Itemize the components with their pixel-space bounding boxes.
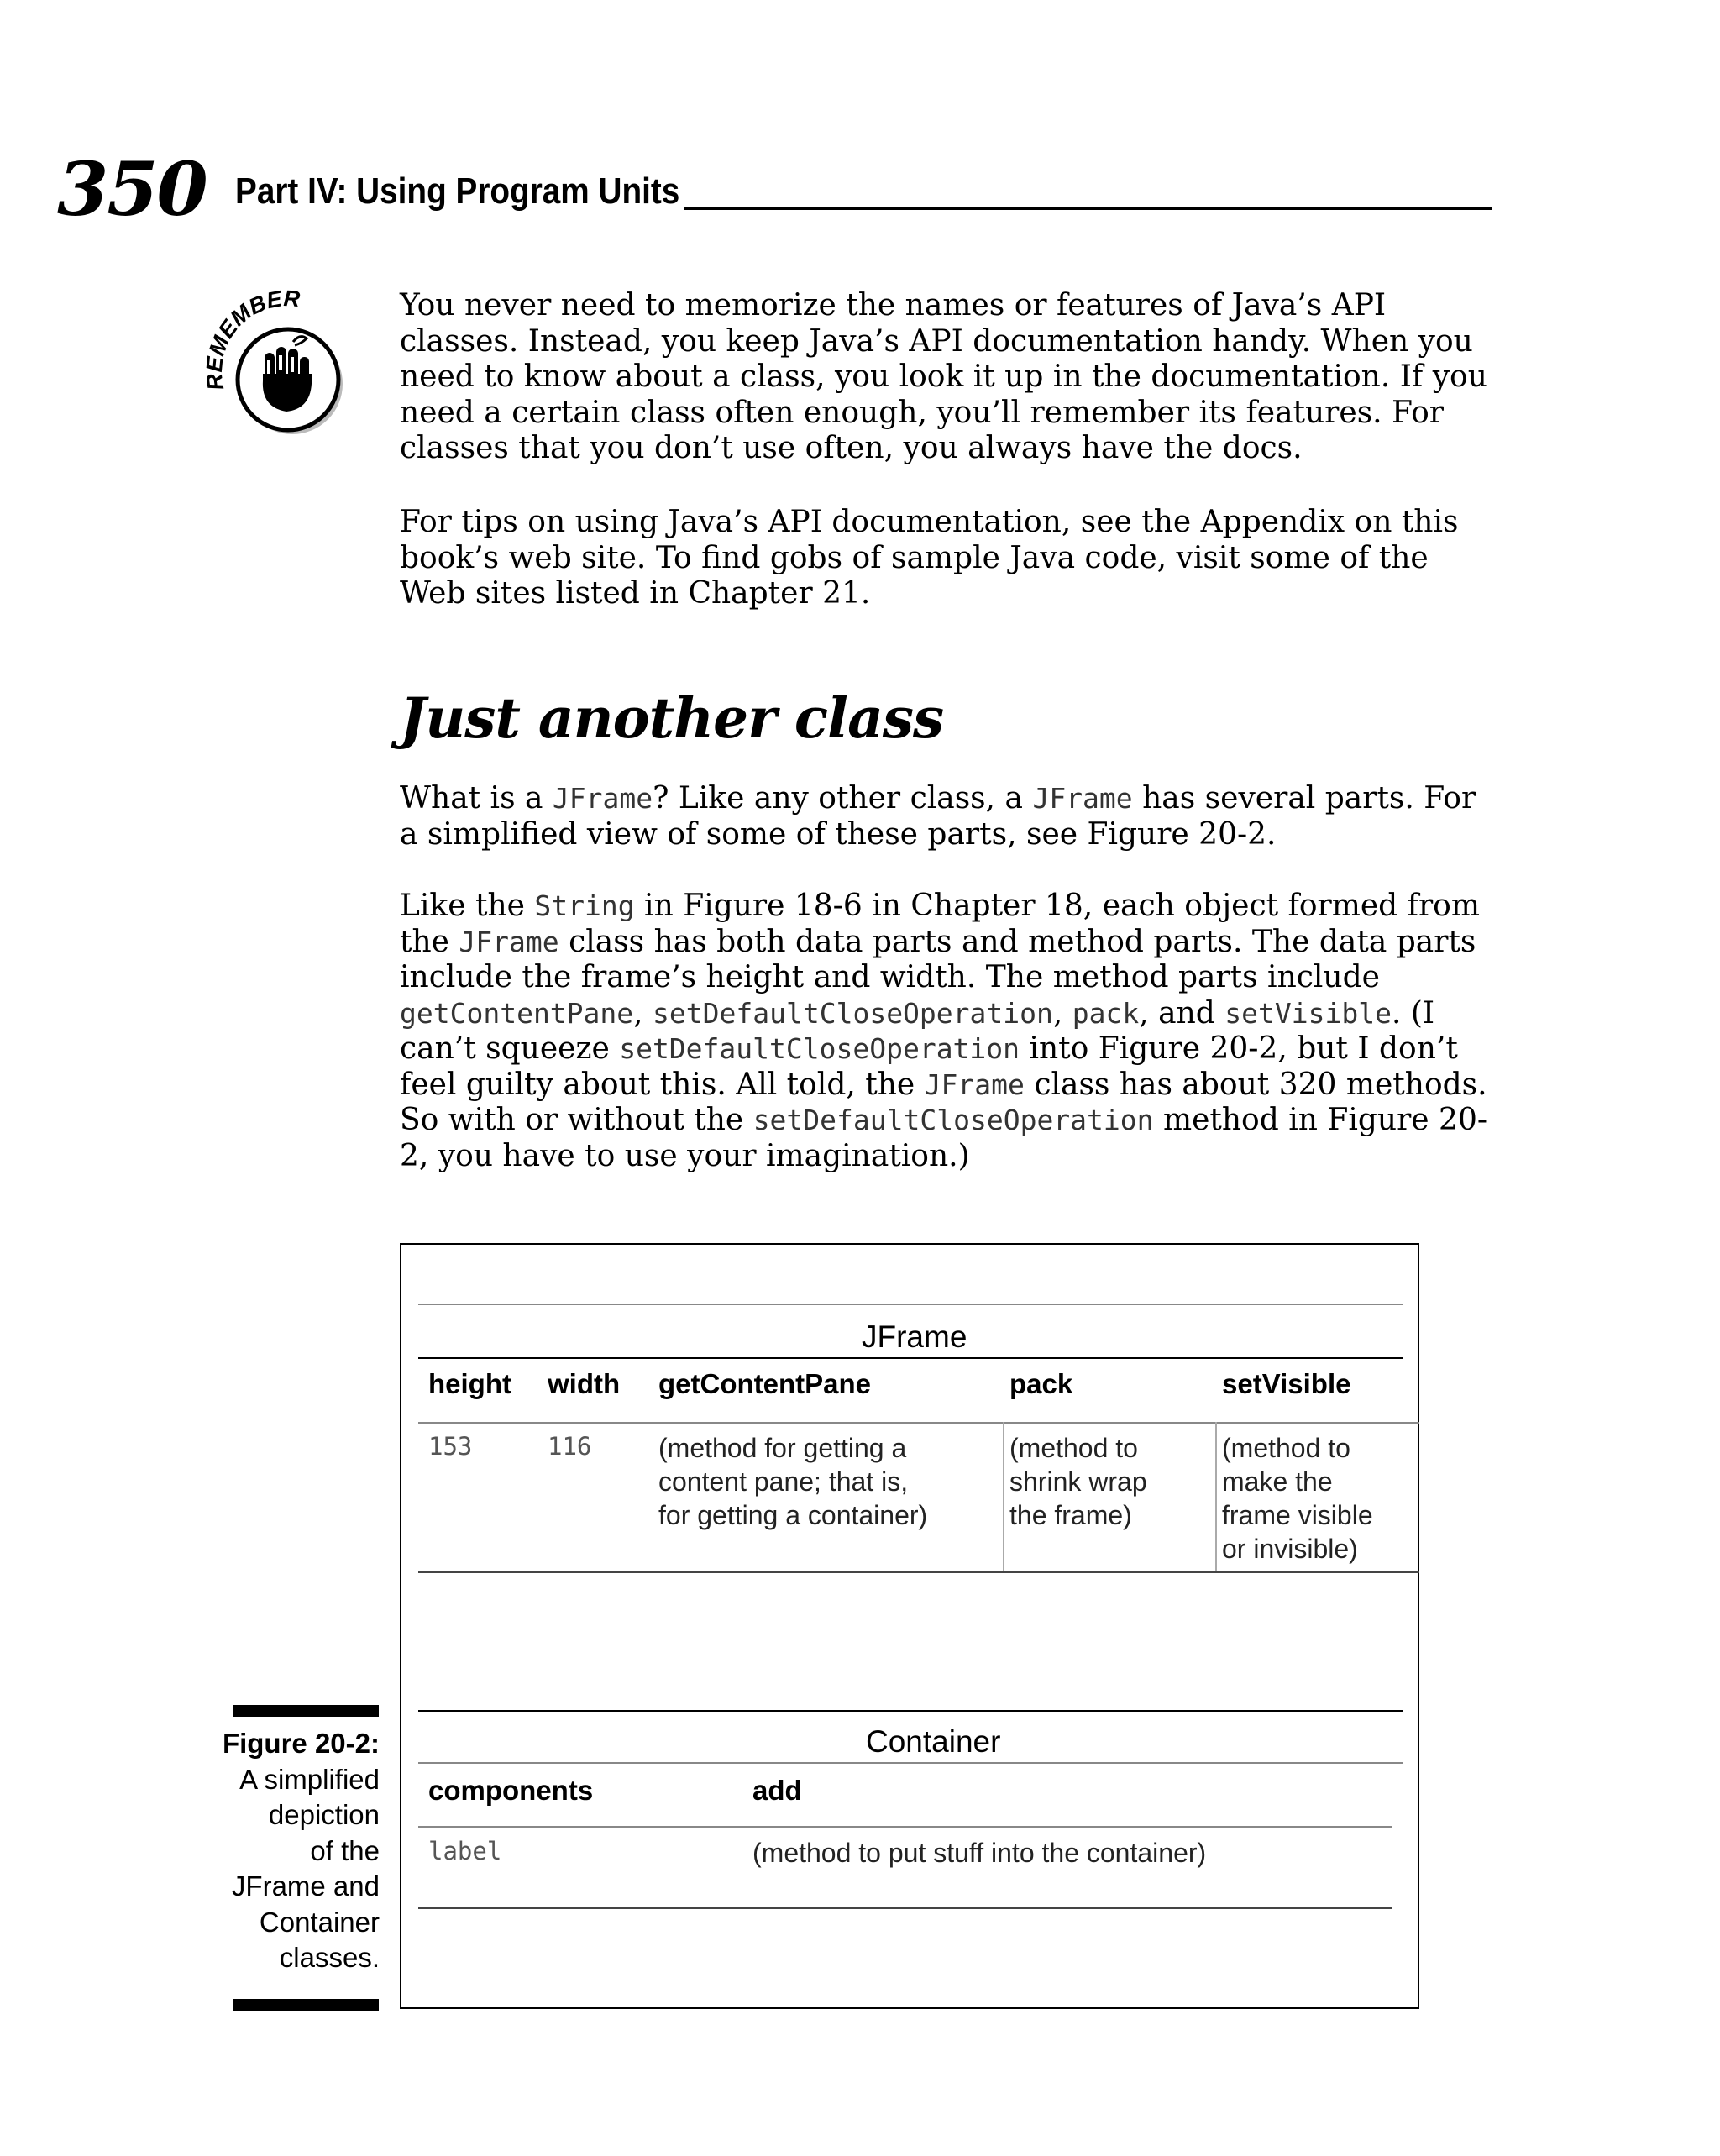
container-title-rule xyxy=(418,1762,1403,1764)
remember-label: MEMBER xyxy=(206,290,302,359)
jframe-col-setvisible: setVisible xyxy=(1222,1368,1351,1399)
paragraph-remember-2: For tips on using Java’s API documentation, see the Appendix on this book’s web site. To find gobs of sample Java code, visit some of the Web sites listed in Chapter 21. xyxy=(400,505,1459,611)
jframe-top-rule xyxy=(418,1304,1403,1305)
jframe-col-divider-2 xyxy=(1215,1422,1217,1571)
jframe-col-divider-1 xyxy=(1003,1422,1004,1571)
jframe-col-width: width xyxy=(548,1368,621,1399)
container-header-rule xyxy=(418,1826,1392,1828)
container-col-components: components xyxy=(428,1775,594,1806)
jframe-col-height: height xyxy=(428,1368,511,1399)
jframe-class-title: JFrame xyxy=(862,1319,968,1354)
caption-top-bar xyxy=(233,1705,379,1717)
jframe-header-rule xyxy=(418,1422,1419,1424)
jframe-value-pack: (method to shrink wrap the frame) xyxy=(1009,1433,1147,1530)
container-bottom-rule xyxy=(418,1907,1392,1909)
header-rule xyxy=(684,207,1492,210)
paragraph-like-the-string: Like the String in Figure 18-6 in Chapter 18, each object formed from the JFrame class has both data parts and method parts. The data parts include the frame’s height and width. The method parts include getContentPane, setDefaultCloseOperation, pack, and setVisible. (I can’t squeeze setDefaultCloseOperation into Figure 20-2, but I don’t feel guilty about this. All told, the JFrame class has about 320 methods. So with or without the setDefaultCloseOperation method in Figure 20-2, you have to use your imagination.) xyxy=(400,889,1488,1173)
container-value-add: (method to put stuff into the container) xyxy=(752,1838,1207,1868)
paragraph-remember-1: You never need to memorize the names or features of Java’s API classes. Instead, you keep Java’s API documentation handy. When you need to know about a class, you look it up in the documentation. If you need a certain class often enough, you’ll remember its features. For classes that you don’t use often, you always have the docs. xyxy=(400,288,1487,465)
running-head: Part IV: Using Program Units xyxy=(235,170,680,212)
jframe-title-rule xyxy=(418,1357,1403,1359)
figure-caption: Figure 20-2: A simplified depiction of the JFrame and Container classes. xyxy=(210,1726,380,1976)
jframe-col-getcontentpane: getContentPane xyxy=(658,1368,872,1399)
remember-hand-icon xyxy=(206,290,361,449)
jframe-value-getcontentpane: (method for getting a content pane; that is, for getting a container) xyxy=(658,1433,928,1530)
paragraph-what-is-jframe: What is a JFrame? Like any other class, a JFrame has several parts. For a simplified view of some of these parts, see Figure 20-2. xyxy=(400,781,1476,852)
page-number: 350 xyxy=(57,145,207,233)
container-value-components: label xyxy=(428,1837,502,1865)
jframe-col-pack: pack xyxy=(1009,1368,1073,1399)
container-class-title: Container xyxy=(866,1724,1001,1759)
caption-bottom-bar xyxy=(233,1999,379,2011)
container-col-add: add xyxy=(752,1775,802,1806)
caption-label: Figure 20-2: xyxy=(222,1728,380,1759)
section-title: Just another class xyxy=(400,685,944,751)
jframe-value-width: 116 xyxy=(548,1432,592,1461)
jframe-value-height: 153 xyxy=(428,1432,473,1461)
container-top-rule xyxy=(418,1710,1403,1712)
figure-20-2 xyxy=(400,1243,1419,2009)
jframe-value-setvisible: (method to make the frame visible or invisible) xyxy=(1222,1433,1373,1564)
jframe-bottom-rule xyxy=(418,1571,1419,1573)
